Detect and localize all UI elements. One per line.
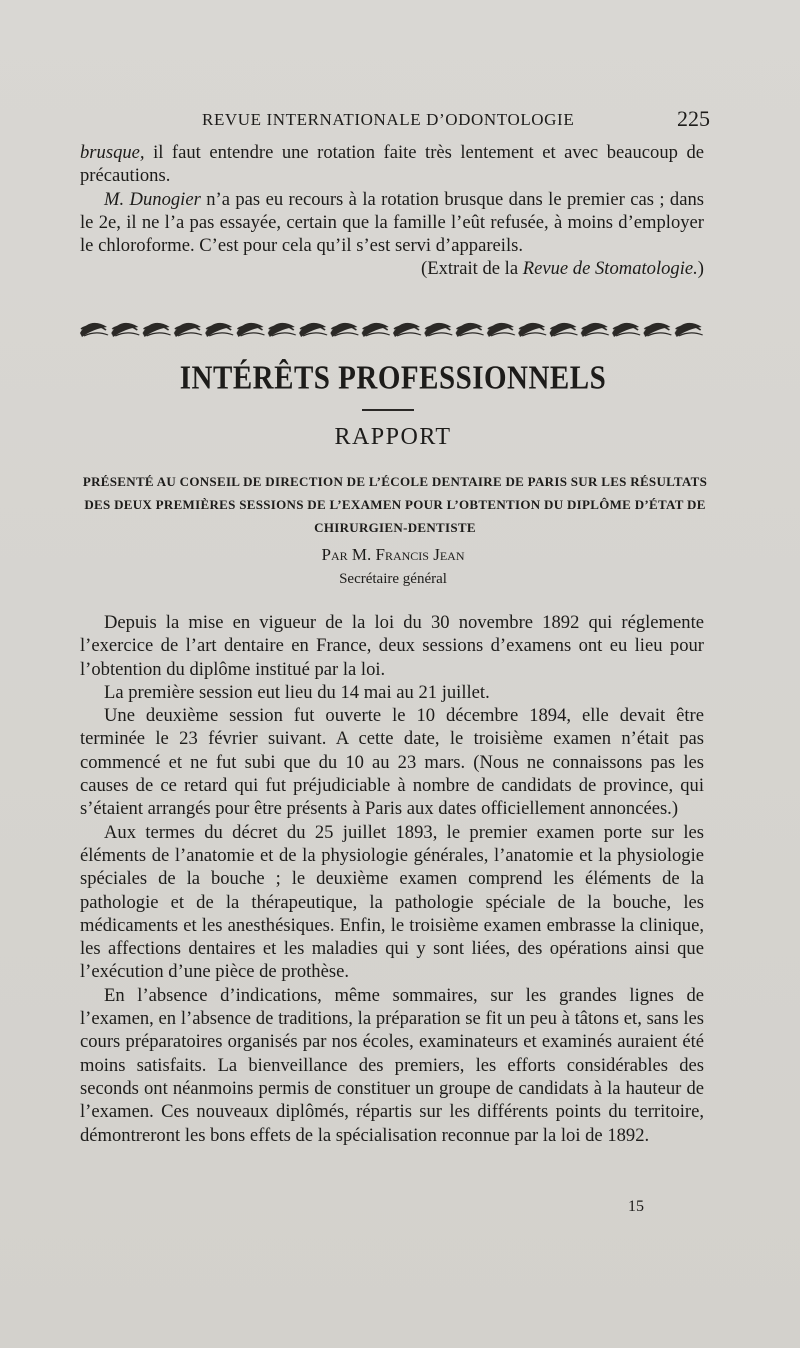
ornamental-divider — [78, 318, 704, 340]
body-paragraph-5: En l’absence d’indications, même sommaires, sur les grandes lignes de l’examen, en l’absence de traditions, la préparation se fit un peu à tâtons et, sans les cours préparatoires organisés par nos écoles, examinateurs et examinés auraient été moins satisfaits. La bienveillance des premiers, les efforts considérables des seconds ont néanmoins permis de constituer un groupe de candidats à la hauteur de l’examen. Ces nouveaux diplômés, répartis sur les différents points du territoire, démontreront les bons effets de la spécialisation reconnue par la loi de 1892. — [80, 984, 704, 1146]
author-role: Secrétaire général — [339, 571, 447, 587]
intro-paragraph-1 — [80, 141, 704, 188]
report-title: RAPPORT — [334, 424, 452, 450]
signature-mark: 15 — [628, 1198, 644, 1215]
body-paragraph-2: La première session eut lieu du 14 mai au 21 juillet. — [104, 681, 490, 703]
section-title: INTÉRÊTS PROFESSIONNELS — [179, 359, 607, 397]
intro-paragraph-2 — [80, 188, 704, 258]
body-paragraph-3: Une deuxième session fut ouverte le 10 décembre 1894, elle devait être terminée le 23 février suivant. A cette date, le troisième examen n’était pas commencé et ne fut subi que du 10 au 23 mars. (Nous ne connaissons pas les causes de ce retard qui fut préjudiciable à nombre de candidats de province, qui s’étaient arrangés pour être présents à Paris aux dates officiellement annoncées.) — [80, 705, 704, 820]
body-text — [80, 611, 704, 1147]
intro-emphasis-1: brusque, — [80, 142, 145, 163]
running-head: REVUE INTERNATIONALE D’ODONTOLOGIE — [202, 110, 575, 129]
source-suffix: ) — [697, 258, 704, 280]
source-citation — [80, 257, 704, 280]
author-line: Par M. Francis Jean — [321, 545, 465, 564]
source-prefix: (Extrait de la — [421, 258, 523, 280]
intro-text — [80, 141, 704, 281]
body-paragraph-1: Depuis la mise en vigueur de la loi du 30 novembre 1892 qui réglemente l’exercice de l’art dentaire en France, deux sessions d’examens ont eu lieu pour l’obtention du diplôme institué par la loi. — [80, 612, 704, 680]
report-subtitle: PRÉSENTÉ AU CONSEIL DE DIRECTION DE L’ÉCOLE DENTAIRE DE PARIS SUR LES RÉSULTATS DES DEUX PREMIÈRES SESSIONS DE L’EXAMEN POUR L’OBTENTION DU DIPLÔME D’ÉTAT DE CHIRURGIEN-DENTISTE — [82, 474, 708, 535]
intro-emphasis-2: M. Dunogier — [104, 188, 201, 210]
source-title: Revue de Stomatologie. — [522, 258, 698, 280]
page-number: 225 — [677, 106, 710, 131]
intro-text-1: il faut entendre une rotation faite très lentement et avec beaucoup de précautions. — [80, 142, 704, 187]
title-rule — [362, 409, 414, 411]
body-paragraph-4: Aux termes du décret du 25 juillet 1893, le premier examen porte sur les éléments de l’anatomie et de la physiologie générales, l’anatomie et la physiologie spéciales de la bouche ; le deuxième examen comprend les éléments de la pathologie et de la thérapeutique, la pathologie spéciale de la bouche, les médicaments et les anesthésiques. Enfin, le troisième examen embrasse la clinique, les affections dentaires et les maladies qui y sont liées, des opérations ainsi que l’exécution d’une pièce de prothèse. — [80, 821, 704, 983]
page-header — [80, 106, 710, 134]
intro-text-2: n’a pas eu recours à la rotation brusque dans le premier cas ; dans le 2e, il ne l’a pas essayée, certain que la famille l’eût refusée, à moins d’employer le chloroforme. C’est pour cela qu’il s’est servi d’appareils. — [80, 188, 704, 257]
ornament-graphic — [78, 318, 704, 340]
